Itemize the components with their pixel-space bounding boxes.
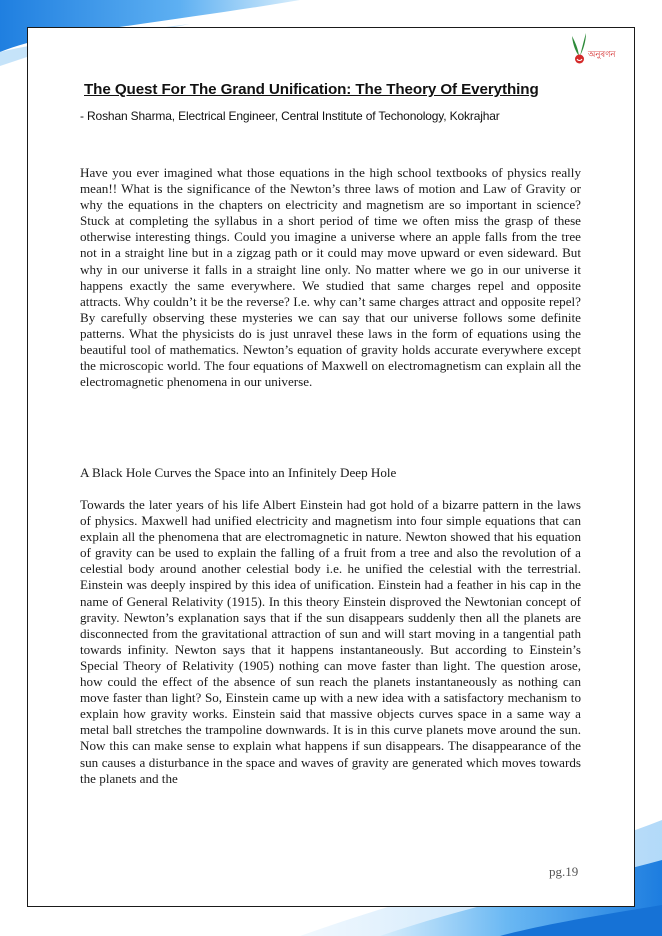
intro-paragraph: Have you ever imagined what those equations in the high school textbooks of physics really mean!! What is the significance of the Newton’s three laws of motion and Law of Gravity or why the equations in the chapters on electricity and magnetism are so important in science? Stuck at completing the syllabus in a short period of time we often miss the grasp of these otherwise interesting things. Could you imagine a universe where an apple falls from the tree not in a straight line but in a zigzag path or it could may move upward or even sideward. But why in our universe it falls in a straight line only. No matter where we go in our universe it happens exactly the same everywhere. We studied that same charges repel and opposite attracts. Why couldn’t it be the reverse? I.e. why can’t same charges attract and opposite repel? By carefully observing these mysteries we can say that our universe follows some definite patterns. What the physicists do is just unravel these laws in the form of equations using the beautiful tool of mathematics. Newton’s equation of gravity holds accurate everywhere except the microscopic world. The four equations of Maxwell on electromagnetism can explain all the electromagnetic phenomena in our universe. [80,165,581,390]
section-heading: A Black Hole Curves the Space into an Infinitely Deep Hole [80,465,397,480]
article-title: The Quest For The Grand Unification: The Theory Of Everything [84,81,539,98]
author-line: - Roshan Sharma, Electrical Engineer, Central Institute of Techonology, Kokrajhar [80,109,500,123]
page-number: pg.19 [549,864,579,879]
section-paragraph: Towards the later years of his life Albert Einstein had got hold of a bizarre pattern in the laws of physics. Maxwell had unified electricity and magnetism into four simple equations that can explain all the phenomena that are electromagnetic in nature. Newton showed that his equation of gravity can be used to explain the falling of a fruit from a tree and also the revolution of a celestial body around another celestial body i.e. he unified the celestial with the terrestrial. Einstein was deeply inspired by this idea of unification. Einstein had a feather in his cap in the name of General Relativity (1915). In this theory Einstein disproved the Newtonian concept of gravity. Newton’s explanation says that if the sun disappears suddenly then all the planets are disconnected from the gravitational attraction of sun and will start moving in a tangential path towards infinity. Newton says that it happens instantaneously. But according to Einstein’s Special Theory of Relativity (1905) nothing can move faster than light. The question arose, how could the effect of the absence of sun reach the planets instantaneously as nothing can move faster than light? So, Einstein came up with a new idea with a satisfactory mechanism to explain how gravity works. Einstein said that massive objects curves space in a same way a metal ball stretches the trampoline downwards. It is in this curve planets move around the sun. Now this can make sense to explain what happens if sun disappears. The disappearance of the sun causes a disturbance in the space and waves of gravity are generated which moves towards the planets and the [80,497,581,786]
magazine-logo-icon [566,30,618,66]
logo-text: অনুৰণন [588,50,616,60]
